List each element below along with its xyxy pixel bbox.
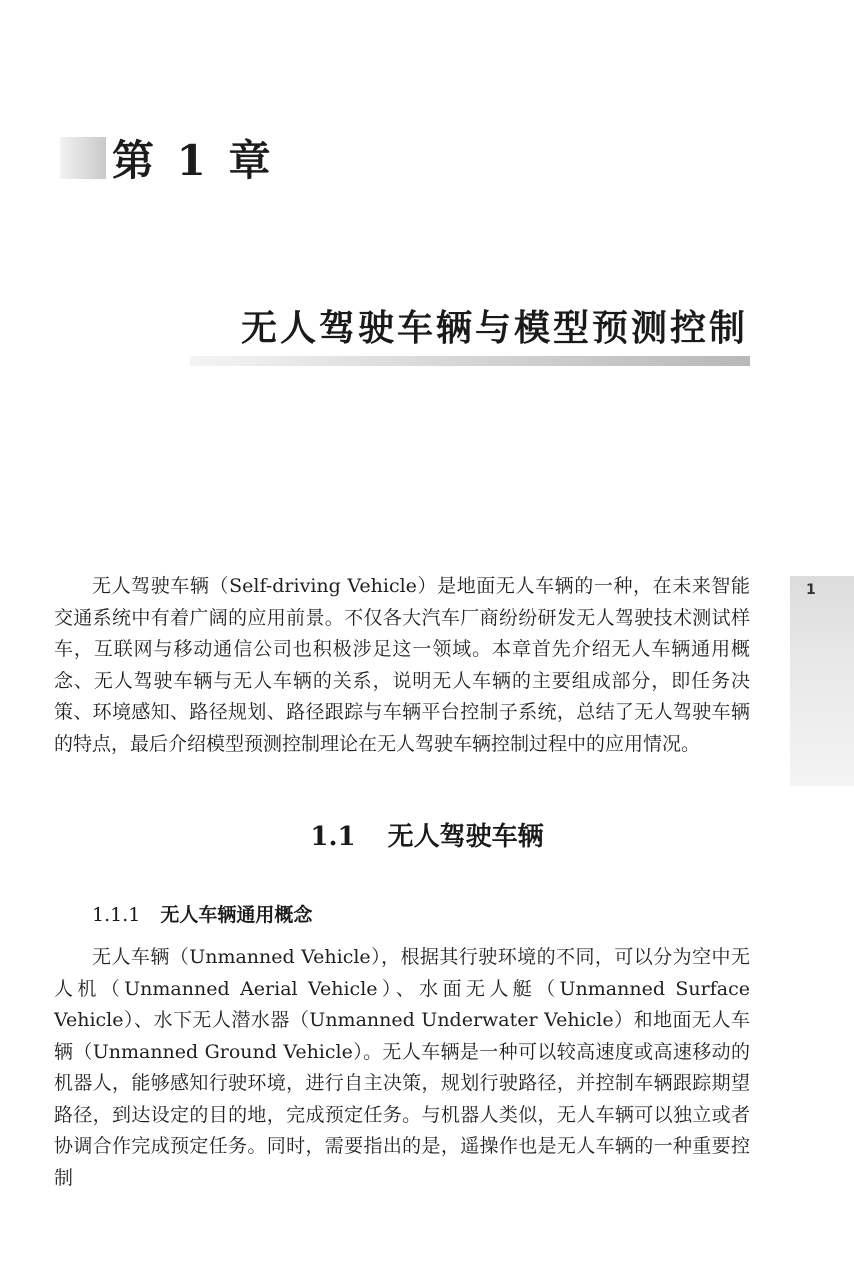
chapter-thumb-number: 1: [806, 582, 816, 598]
section-heading: [0, 816, 854, 853]
section-number: 1.1: [310, 822, 356, 852]
subsection-title: 无人车辆通用概念: [160, 904, 313, 926]
title-underline-rule: [190, 356, 750, 366]
body-paragraph: 无人车辆（Unmanned Vehicle），根据其行驶环境的不同，可以分为空中无人机（Unmanned Aerial Vehicle）、水面无人艇（Unmanned Surface Vehicle）、水下无人潜水器（Unmanned Underwater Vehicle）和地面无人车辆（Unmanned Ground Vehicle）。无人车辆是一种可以较高速度或高速移动的机器人，能够感知行驶环境，进行自主决策，规划行驶路径，并控制车辆跟踪期望路径，到达设定的目的地，完成预定任务。与机器人类似，无人车辆可以独立或者协调合作完成预定任务。同时，需要指出的是，遥操作也是无人车辆的一种重要控制: [54, 946, 750, 1189]
chapter-label: 第 1 章: [112, 136, 275, 185]
subsection-heading: [92, 900, 312, 927]
chapter-title: 无人驾驶车辆与模型预测控制: [240, 308, 748, 349]
intro-paragraph: 无人驾驶车辆（Self-driving Vehicle）是地面无人车辆的一种，在未来智能交通系统中有着广阔的应用前景。不仅各大汽车厂商纷纷研发无人驾驶技术测试样车，互联网与移动通信公司也积极涉足这一领域。本章首先介绍无人车辆通用概念、无人驾驶车辆与无人车辆的关系，说明无人车辆的主要组成部分，即任务决策、环境感知、路径规划、路径跟踪与车辆平台控制子系统，总结了无人驾驶车辆的特点，最后介绍模型预测控制理论在无人驾驶车辆控制过程中的应用情况。: [54, 575, 750, 755]
chapter-mark-decoration: [60, 137, 106, 179]
chapter-thumb-tab: [790, 576, 854, 786]
subsection-number: 1.1.1: [92, 904, 141, 926]
chapter-heading: [60, 128, 274, 188]
section-title: 无人驾驶车辆: [387, 822, 544, 852]
